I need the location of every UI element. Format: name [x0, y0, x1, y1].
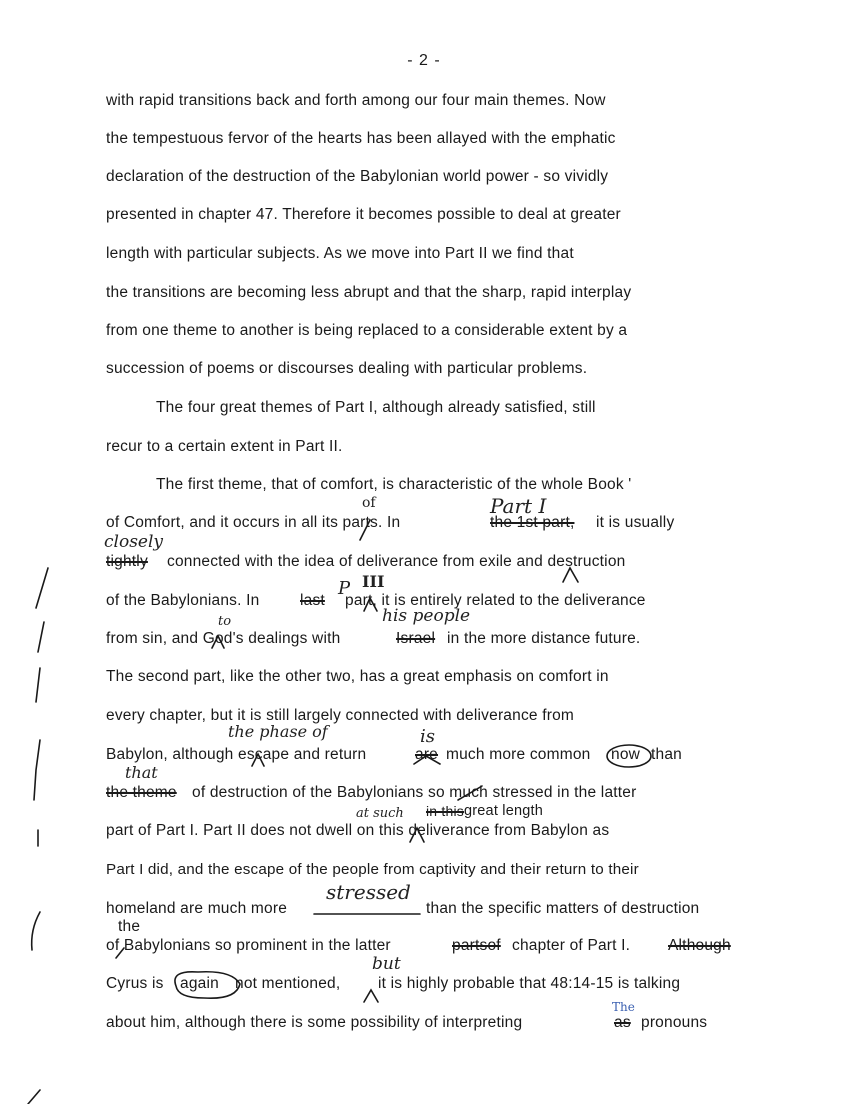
handwritten-to: to [218, 614, 232, 629]
struck-text: last [300, 592, 325, 609]
page-number: - 2 - [407, 52, 441, 69]
text-line: succession of poems or discourses dealing with particular problems. [106, 360, 588, 377]
text-line: The second part, like the other two, has a great emphasis on comfort in [106, 668, 609, 685]
caret-mark [410, 828, 424, 842]
struck-text: the 1st part, [490, 514, 575, 531]
text-line: pronouns [641, 1014, 708, 1031]
struck-text: tightly [106, 553, 148, 570]
text-line: presented in chapter 47. Therefore it becomes possible to deal at greater [106, 206, 621, 223]
handwritten-at-such: at such [356, 806, 404, 821]
handwritten-stressed: stressed [326, 880, 411, 904]
margin-line [28, 1090, 40, 1104]
circled-again: again [180, 975, 219, 992]
text-line: in the more distance future. [447, 630, 641, 647]
text-line: of the Babylonians. In [106, 592, 260, 609]
text-line: with rapid transitions back and forth among our four main themes. Now [106, 92, 606, 109]
inserted-great-length: great length [464, 803, 543, 819]
text-line: The four great themes of Part I, although already satisfied, still [156, 399, 596, 416]
text-line: than [651, 746, 682, 763]
text-line: The first theme, that of comfort, is characteristic of the whole Book ' [156, 476, 632, 493]
text-line: Cyrus is [106, 975, 164, 992]
text-line: of Babylonians so prominent in the latter [106, 937, 391, 954]
struck-text: as [614, 1014, 631, 1031]
struck-text: Israel [396, 630, 436, 647]
text-line: not mentioned, [235, 975, 341, 992]
text-line: of destruction of the Babylonians so much stressed in the latter [192, 784, 637, 801]
text-line: much more common [446, 746, 591, 763]
handwritten-the-phase-of: the phase of [228, 722, 328, 741]
struck-text: are [415, 746, 439, 763]
text-line: from one theme to another is being replaced to a considerable extent by a [106, 322, 628, 339]
caret-mark [414, 756, 440, 764]
text-line: homeland are much more [106, 900, 288, 917]
margin-line [32, 912, 40, 950]
circled-now: now [611, 746, 641, 763]
text-line: every chapter, but it is still largely connected with deliverance from [106, 707, 575, 724]
text-line: of Comfort, and it occurs in all its parts. In [106, 514, 401, 531]
handwritten-but: but [372, 954, 401, 974]
text-line: connected with the idea of deliverance from exile and destruction [167, 553, 626, 570]
text-line: part, it is entirely related to the deliverance [345, 592, 646, 609]
margin-line [36, 568, 48, 608]
text-line: than the specific matters of destruction [426, 900, 700, 917]
struck-text: in this [426, 803, 464, 819]
handwritten-his-people: his people [382, 606, 471, 626]
circle-mark [175, 972, 240, 998]
caret-mark [364, 990, 378, 1002]
caret-mark [212, 636, 224, 648]
text-line: the transitions are becoming less abrupt and that the sharp, rapid interplay [106, 284, 632, 301]
inserted-the: the [118, 918, 141, 935]
text-line: from sin, and God's dealings with [106, 630, 341, 647]
text-line: length with particular subjects. As we move into Part II we find that [106, 245, 574, 262]
text-line: Part I did, and the escape of the people from captivity and their return to their [106, 861, 639, 878]
insert-arrow-mark [458, 786, 482, 800]
handwritten-the-blue: The [612, 1000, 635, 1014]
text-line: chapter of Part I. [512, 937, 631, 954]
handwritten-that: that [125, 763, 158, 782]
handwritten-p: P [338, 578, 351, 599]
handwritten-is: is [420, 726, 435, 747]
handwritten-iii: III [362, 572, 385, 591]
struck-text: the theme [106, 784, 177, 801]
margin-line [36, 668, 40, 702]
caret-mark [252, 754, 264, 766]
caret-mark [364, 598, 377, 611]
inserted-of: of [362, 495, 376, 511]
insert-slash-mark [116, 948, 124, 958]
text-line: declaration of the destruction of the Babylonian world power - so vividly [106, 168, 609, 185]
caret-mark [563, 568, 578, 582]
text-line: part of Part I. Part II does not dwell on this deliverance from Babylon as [106, 822, 610, 839]
text-line: about him, although there is some possibility of interpreting [106, 1014, 523, 1031]
handwritten-part-i: Part I [490, 494, 547, 518]
text-line: recur to a certain extent in Part II. [106, 438, 343, 455]
margin-line [38, 622, 44, 652]
margin-line [34, 740, 40, 800]
struck-text: Although [668, 937, 731, 954]
text-line: Babylon, although escape and return [106, 746, 367, 763]
insert-slash-mark [360, 520, 370, 540]
text-line: it is usually [596, 514, 675, 531]
struck-text: partsof [452, 937, 501, 954]
circle-mark [607, 745, 651, 767]
handwritten-closely: closely [104, 532, 164, 552]
text-line: it is highly probable that 48:14-15 is talking [378, 975, 681, 992]
text-line: the tempestuous fervor of the hearts has been allayed with the emphatic [106, 130, 616, 147]
